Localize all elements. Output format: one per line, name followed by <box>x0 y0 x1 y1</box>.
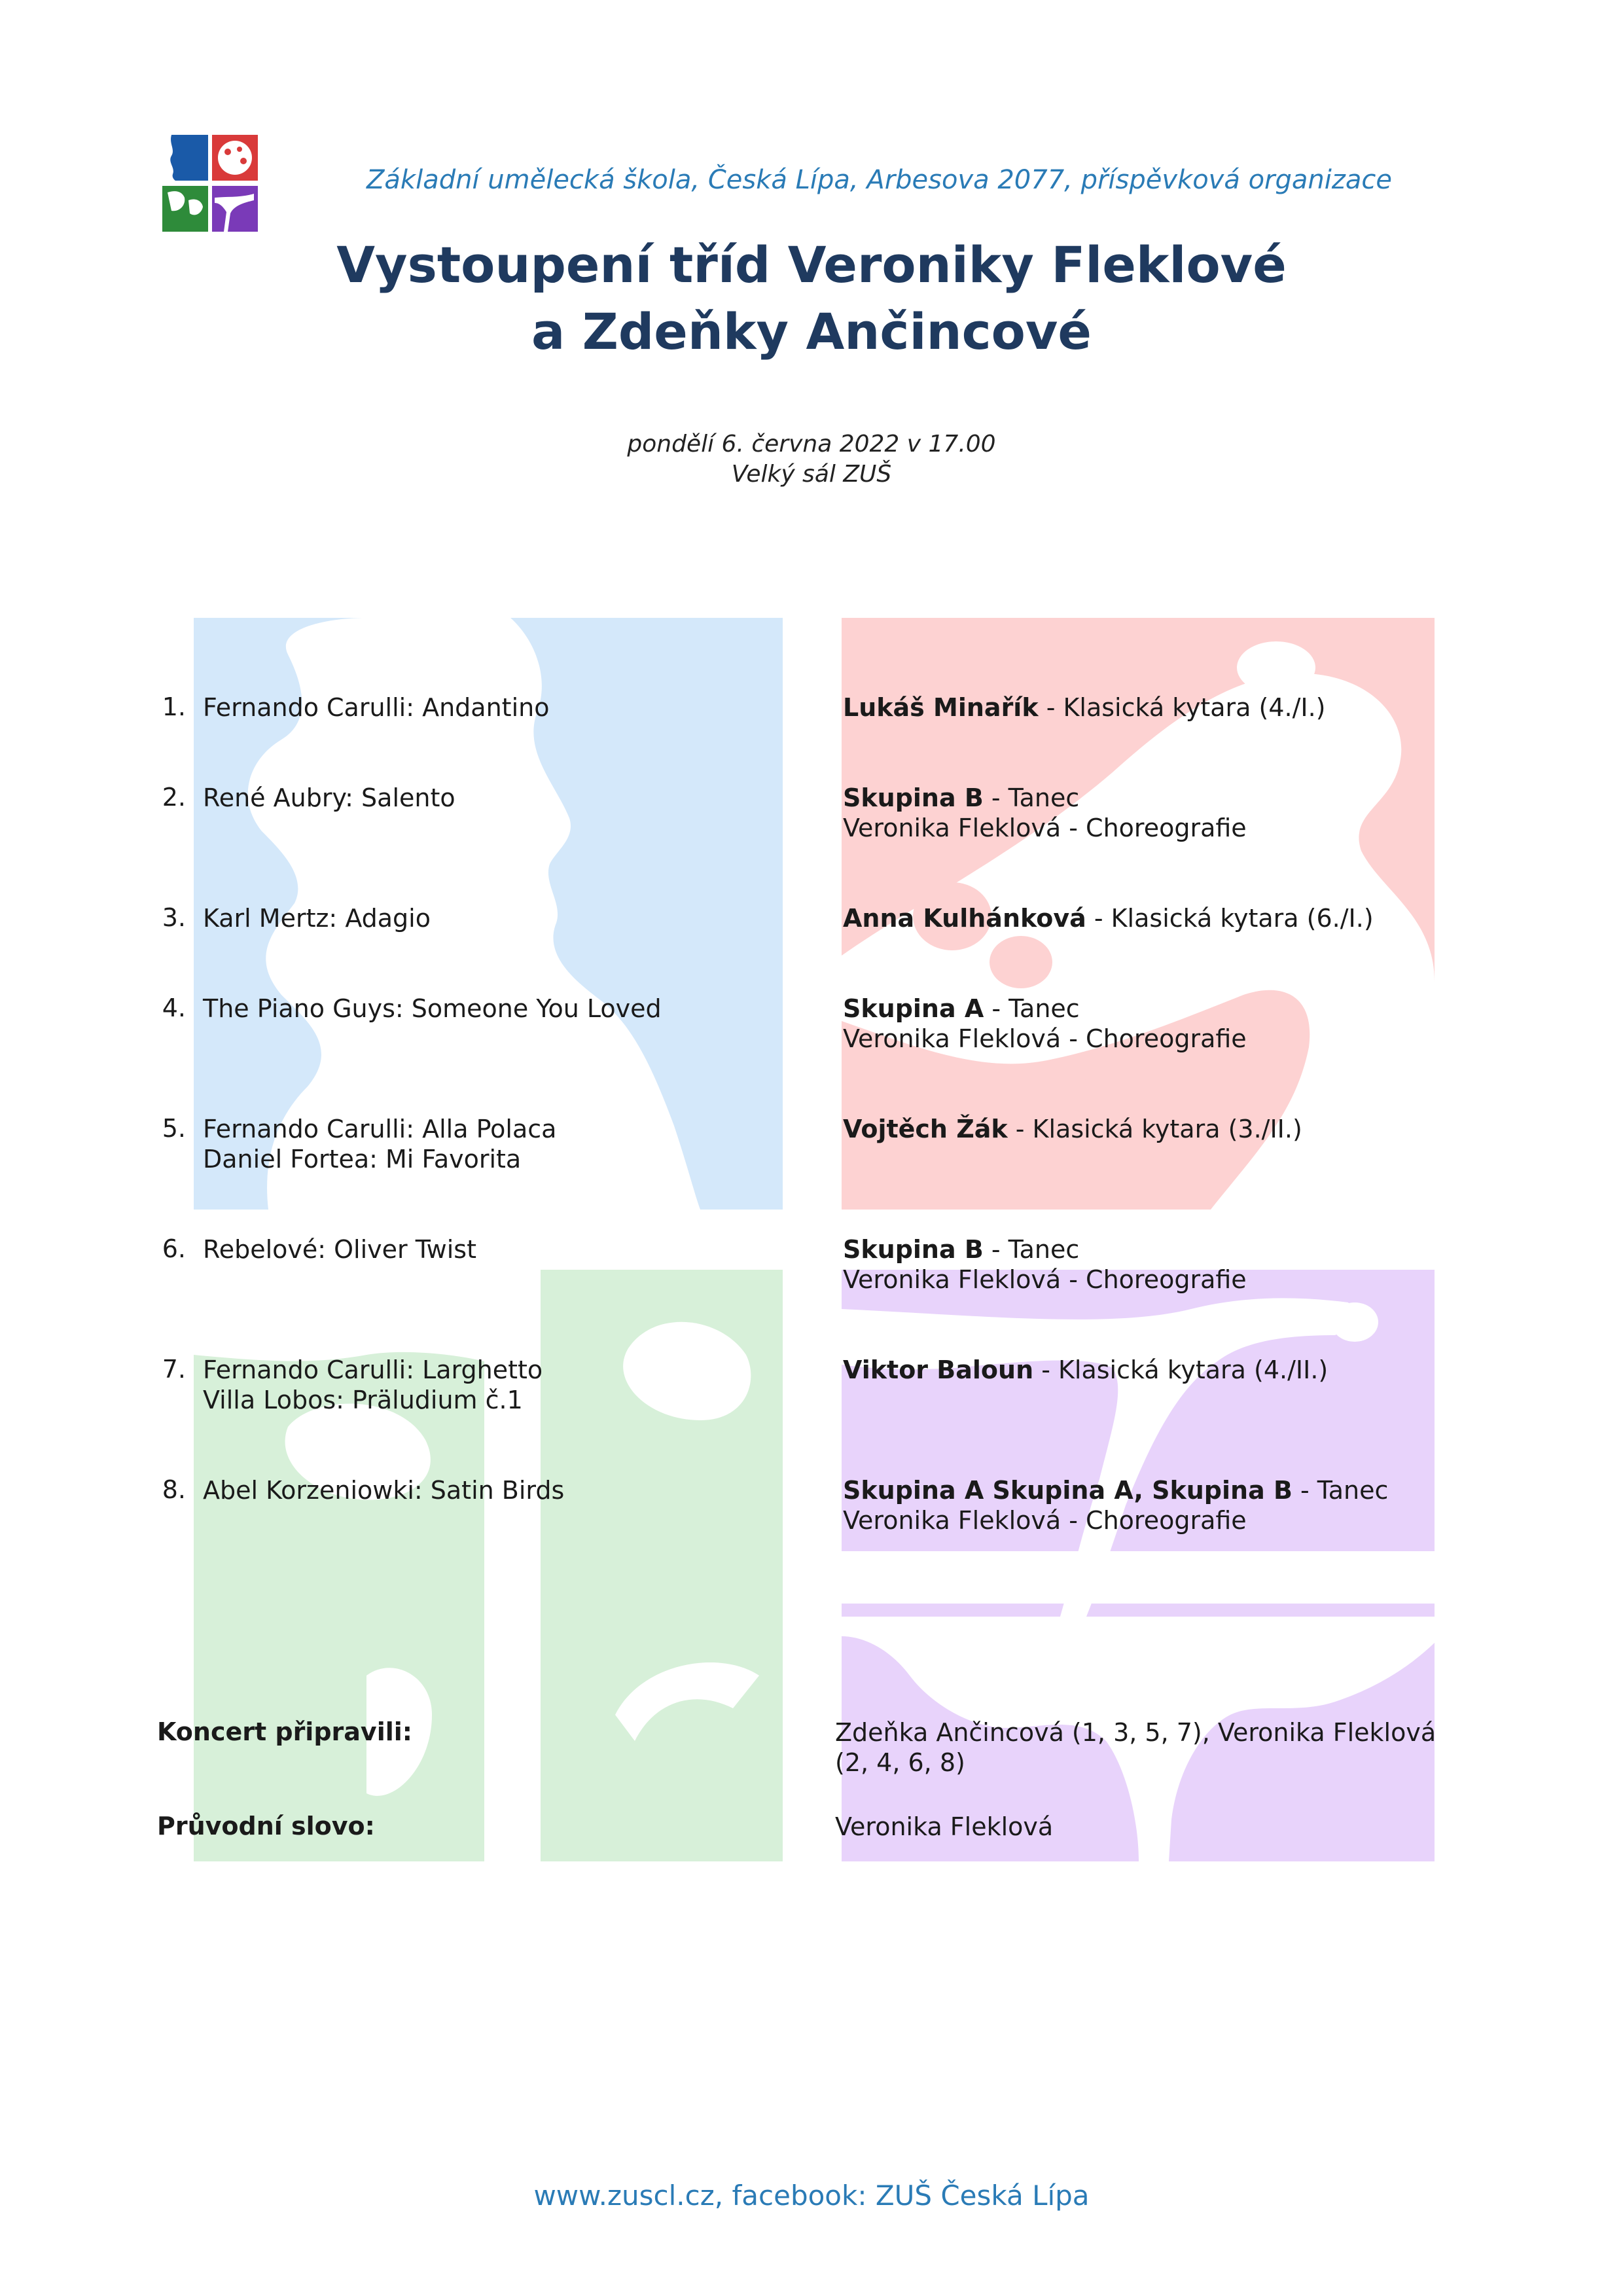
performer-detail: - Klasická kytara (6./I.) <box>1086 904 1374 933</box>
program-item-performer <box>843 1024 1247 1054</box>
performer-name: Lukáš Minařík <box>843 693 1039 722</box>
program-item-performer <box>843 783 1079 813</box>
program-item-performer <box>843 1475 1388 1505</box>
credits-prepared-label: Koncert připravili: <box>157 1717 412 1746</box>
program-item-performer <box>843 692 1326 723</box>
event-date: pondělí 6. června 2022 v 17.00 <box>627 431 996 457</box>
performer-detail: - Tanec <box>1292 1476 1389 1505</box>
page-title-line1: Vystoupení tříd Veroniky Fleklové <box>336 236 1287 294</box>
school-logo <box>162 135 258 232</box>
performer-detail: Veronika Fleklová - Choreografie <box>843 1265 1247 1294</box>
program-item-performer <box>843 994 1080 1024</box>
performer-detail: Veronika Fleklová - Choreografie <box>843 1506 1247 1535</box>
program-item-number: 7. <box>162 1355 186 1384</box>
program-item-piece: The Piano Guys: Someone You Loved <box>203 994 662 1023</box>
performer-detail: Veronika Fleklová - Choreografie <box>843 814 1247 842</box>
credits-prepared-value: Zdeňka Ančincová (1, 3, 5, 7), Veronika Fleklová (2, 4, 6, 8) <box>835 1718 1436 1777</box>
program-item-piece: Fernando Carulli: Alla Polaca <box>203 1115 557 1143</box>
program-item-piece: Rebelové: Oliver Twist <box>203 1235 476 1264</box>
performer-detail: - Tanec <box>984 994 1080 1023</box>
performer-name: Skupina A Skupina A, Skupina B <box>843 1476 1293 1505</box>
program-item-performer <box>843 1265 1247 1295</box>
program-item-performer <box>843 1114 1302 1144</box>
program-item-performer <box>843 1355 1328 1385</box>
performer-detail: Veronika Fleklová - Choreografie <box>843 1024 1247 1053</box>
program-item-performer <box>843 1505 1247 1535</box>
program-item-piece: Daniel Fortea: Mi Favorita <box>203 1145 522 1174</box>
performer-detail: - Tanec <box>983 1235 1080 1264</box>
performer-name: Skupina B <box>843 1235 984 1264</box>
program-item-performer <box>843 1234 1079 1265</box>
program-item-number: 8. <box>162 1475 186 1504</box>
performer-name: Anna Kulhánková <box>843 904 1086 933</box>
credits-narration-label: Průvodní slovo: <box>157 1812 375 1840</box>
page-title-line2: a Zdeňky Ančincové <box>531 302 1092 361</box>
program-item-number: 2. <box>162 783 186 812</box>
performer-detail: - Klasická kytara (4./I.) <box>1038 693 1326 722</box>
footer-links[interactable]: www.zuscl.cz, facebook: ZUŠ Česká Lípa <box>533 2179 1090 2212</box>
performer-detail: - Klasická kytara (3./II.) <box>1007 1115 1302 1143</box>
program-item-number: 4. <box>162 994 186 1022</box>
program-item-performer <box>843 813 1247 843</box>
program-item-number: 5. <box>162 1114 186 1143</box>
program-item-number: 6. <box>162 1234 186 1263</box>
program-item-piece: Fernando Carulli: Larghetto <box>203 1355 543 1384</box>
program-item-piece: Fernando Carulli: Andantino <box>203 693 550 722</box>
school-name: Základní umělecká škola, Česká Lípa, Arbesova 2077, příspěvková organizace <box>366 165 1392 195</box>
performer-name: Viktor Baloun <box>843 1355 1034 1384</box>
program-item-piece: Karl Mertz: Adagio <box>203 904 431 933</box>
performer-name: Skupina B <box>843 783 984 812</box>
performer-detail: - Klasická kytara (4./II.) <box>1033 1355 1329 1384</box>
performer-name: Vojtěch Žák <box>843 1115 1008 1143</box>
program-item-performer <box>843 903 1374 933</box>
program-item-number: 3. <box>162 903 186 932</box>
program-item-piece: Abel Korzeniowki: Satin Birds <box>203 1476 565 1505</box>
program-item-number: 1. <box>162 692 186 721</box>
credits-narration-value: Veronika Fleklová <box>835 1812 1054 1841</box>
performer-detail: - Tanec <box>983 783 1080 812</box>
program-item-piece: Villa Lobos: Präludium č.1 <box>203 1386 523 1414</box>
performer-name: Skupina A <box>843 994 984 1023</box>
event-venue: Velký sál ZUŠ <box>731 461 892 488</box>
program-item-piece: René Aubry: Salento <box>203 783 455 812</box>
